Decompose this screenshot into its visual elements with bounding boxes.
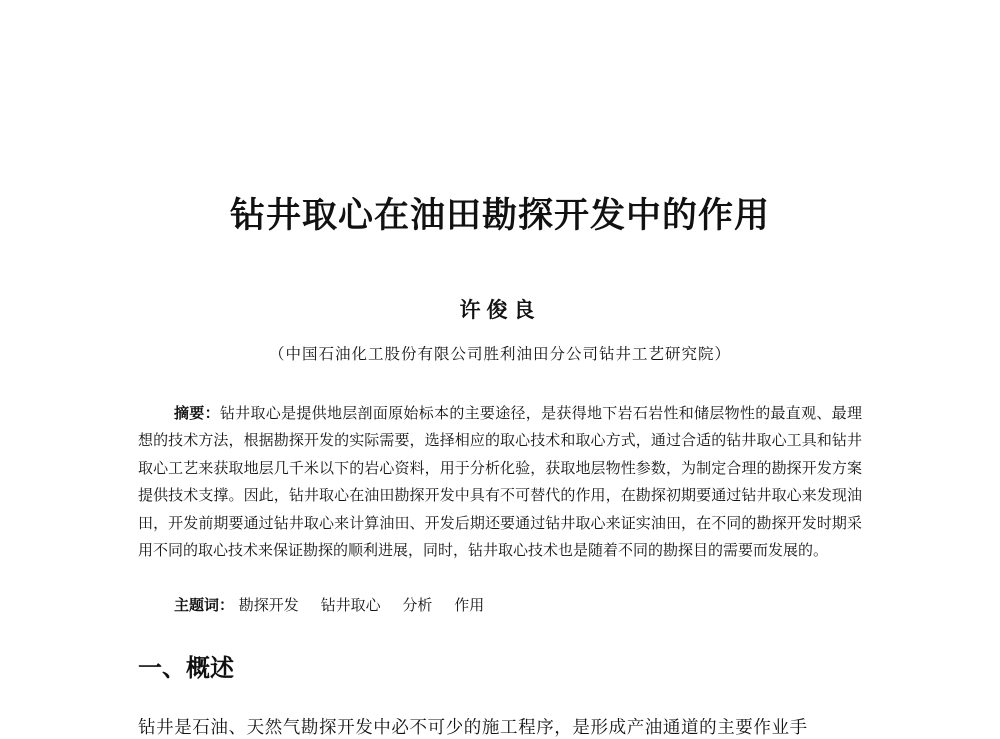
keywords-label: 主题词： — [174, 596, 235, 614]
abstract-label: 摘要： — [174, 404, 220, 422]
abstract-text: 钻井取心是提供地层剖面原始标本的主要途径，是获得地下岩石岩性和储层物性的最直观、最理想的技术方法，根据勘探开发的实际需要，选择相应的取心技术和取心方式，通过合适的钻井取心工具和钻井取心工艺来获取地层几千米以下的岩心资料，用于分析化验，获取地层物性参数，为制定合理的勘探开发方案提供技术支撑。因此，钻井取心在油田勘探开发中具有不可替代的作用，在勘探初期要通过钻井取心来发现油田，开发前期要通过钻井取心来计算油田、开发后期还要通过钻井取心来证实油田，在不同的勘探开发时期采用不同的取心技术来保证勘探的顺利进展，同时，钻井取心技术也是随着不同的勘探目的需要而发展的。 — [138, 404, 862, 560]
abstract — [138, 400, 862, 564]
keyword-item: 钻井取心 — [320, 596, 381, 614]
keyword-item: 勘探开发 — [238, 596, 299, 614]
keyword-item: 作用 — [454, 596, 485, 614]
body-paragraph: 钻井是石油、天然气勘探开发中必不可少的施工程序，是形成产油通道的主要作业手 — [138, 718, 808, 738]
author-affiliation: （中国石油化工股份有限公司胜利油田分公司钻井工艺研究院） — [268, 345, 731, 363]
author-name: 许俊良 — [459, 297, 541, 322]
keyword-item: 分析 — [402, 596, 433, 614]
keywords — [174, 592, 501, 619]
section-heading: 一、概述 — [138, 654, 234, 682]
paper-title: 钻井取心在油田勘探开发中的作用 — [229, 196, 770, 236]
